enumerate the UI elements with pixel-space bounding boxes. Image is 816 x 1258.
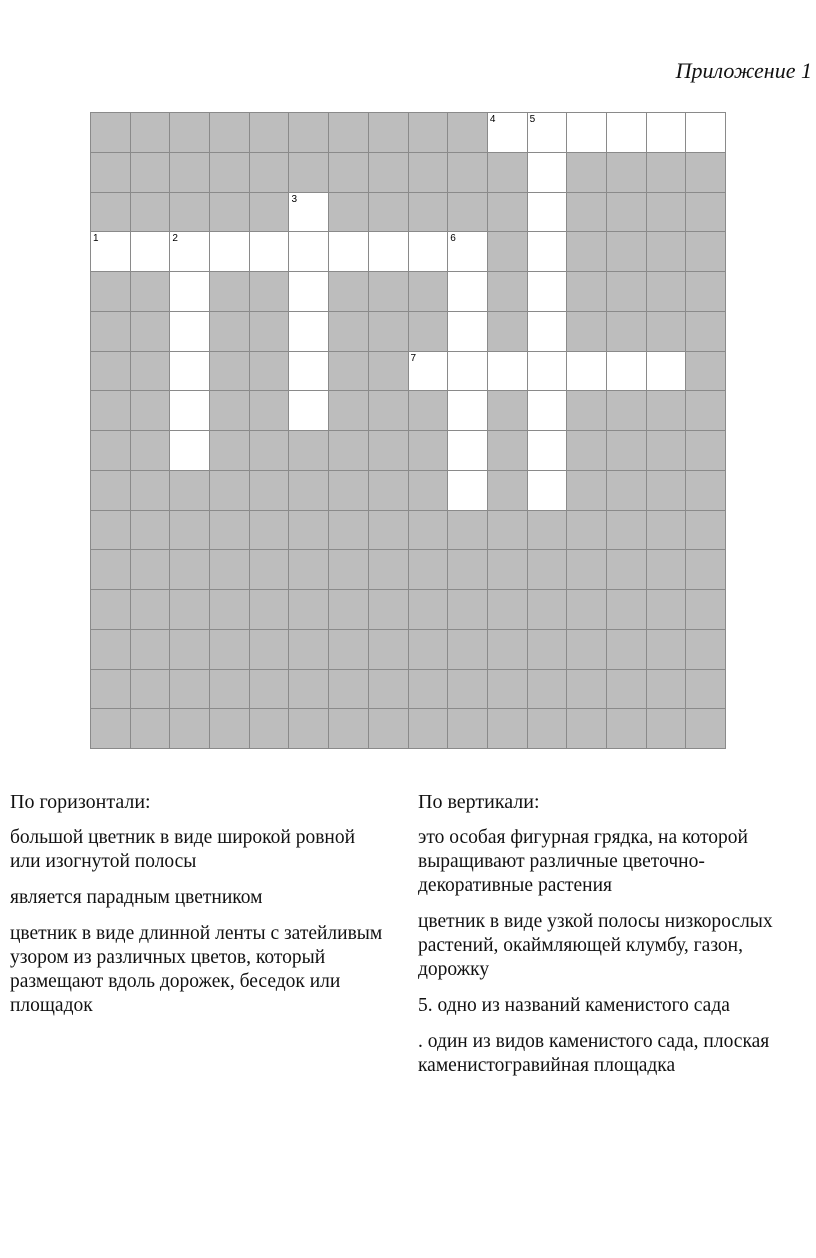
crossword-cell-blocked: [91, 193, 131, 233]
crossword-cell-blocked: [369, 431, 409, 471]
crossword-cell-blocked: [448, 511, 488, 551]
crossword-cell-blocked: [409, 670, 449, 710]
crossword-cell-blocked: [607, 312, 647, 352]
crossword-cell-open[interactable]: [210, 232, 250, 272]
crossword-cell-blocked: [210, 709, 250, 749]
crossword-cell-blocked: [686, 550, 726, 590]
crossword-cell-blocked: [647, 630, 687, 670]
crossword-cell-blocked: [409, 153, 449, 193]
crossword-cell-blocked: [91, 391, 131, 431]
crossword-cell-blocked: [686, 590, 726, 630]
clue-number: 2: [172, 233, 178, 245]
crossword-cell-blocked: [289, 471, 329, 511]
crossword-cell-open[interactable]: [131, 232, 171, 272]
crossword-cell-blocked: [409, 113, 449, 153]
crossword-cell-blocked: [409, 630, 449, 670]
crossword-cell-blocked: [567, 471, 607, 511]
crossword-cell-blocked: [567, 232, 607, 272]
crossword-cell-blocked: [686, 431, 726, 471]
crossword-cell-blocked: [289, 630, 329, 670]
crossword-cell-blocked: [369, 471, 409, 511]
crossword-cell-blocked: [488, 391, 528, 431]
crossword-cell-blocked: [607, 709, 647, 749]
crossword-cell-blocked: [686, 153, 726, 193]
crossword-cell-blocked: [250, 431, 290, 471]
crossword-cell-blocked: [131, 670, 171, 710]
crossword-cell-blocked: [409, 511, 449, 551]
crossword-cell-blocked: [409, 193, 449, 233]
across-clue: большой цветник в виде широкой ровной или изогнутой полосы: [10, 827, 356, 872]
crossword-cell-blocked: [528, 709, 568, 749]
crossword-cell-blocked: [409, 709, 449, 749]
crossword-cell-blocked: [567, 550, 607, 590]
crossword-cell-blocked: [409, 391, 449, 431]
crossword-cell-blocked: [567, 312, 607, 352]
crossword-cell-open[interactable]: [448, 352, 488, 392]
crossword-cell-blocked: [289, 709, 329, 749]
crossword-cell-blocked: [170, 670, 210, 710]
crossword-cell-blocked: [488, 471, 528, 511]
crossword-cell-blocked: [647, 471, 687, 511]
crossword-cell-blocked: [528, 511, 568, 551]
crossword-cell-blocked: [567, 630, 607, 670]
crossword-cell-blocked: [131, 113, 171, 153]
crossword-cell-blocked: [329, 391, 369, 431]
clue-number: 6: [450, 233, 456, 245]
appendix-label: Приложение 1: [675, 58, 812, 83]
crossword-cell-blocked: [91, 153, 131, 193]
crossword-cell-blocked: [369, 670, 409, 710]
crossword-cell-open[interactable]: [170, 352, 210, 392]
crossword-cell-open[interactable]: [607, 352, 647, 392]
crossword-cell-blocked: [250, 193, 290, 233]
crossword-cell-blocked: [488, 630, 528, 670]
crossword-cell-blocked: [528, 550, 568, 590]
crossword-cell-open[interactable]: [170, 232, 210, 272]
crossword-cell-blocked: [91, 511, 131, 551]
crossword-cell-blocked: [488, 590, 528, 630]
crossword-cell-blocked: [369, 550, 409, 590]
crossword-cell-blocked: [607, 232, 647, 272]
crossword-cell-blocked: [448, 550, 488, 590]
crossword-cell-blocked: [686, 471, 726, 511]
crossword-cell-open[interactable]: [528, 431, 568, 471]
crossword-cell-blocked: [289, 670, 329, 710]
crossword-cell-blocked: [567, 709, 607, 749]
crossword-cell-blocked: [131, 590, 171, 630]
crossword-cell-blocked: [210, 272, 250, 312]
crossword-cell-blocked: [250, 670, 290, 710]
crossword-cell-open[interactable]: [528, 232, 568, 272]
crossword-cell-blocked: [528, 630, 568, 670]
crossword-cell-blocked: [488, 232, 528, 272]
crossword-cell-blocked: [686, 312, 726, 352]
crossword-cell-blocked: [369, 272, 409, 312]
crossword-cell-blocked: [131, 352, 171, 392]
crossword-cell-blocked: [329, 312, 369, 352]
crossword-cell-blocked: [250, 630, 290, 670]
crossword-cell-blocked: [567, 511, 607, 551]
crossword-cell-open[interactable]: [528, 193, 568, 233]
crossword-cell-blocked: [289, 550, 329, 590]
crossword-cell-open[interactable]: [567, 352, 607, 392]
crossword-cell-blocked: [170, 511, 210, 551]
crossword-cell-open[interactable]: [289, 272, 329, 312]
crossword-cell-blocked: [686, 232, 726, 272]
crossword-cell-open[interactable]: [289, 193, 329, 233]
crossword-cell-open[interactable]: [567, 113, 607, 153]
crossword-cell-blocked: [289, 153, 329, 193]
crossword-cell-blocked: [329, 431, 369, 471]
crossword-cell-blocked: [329, 630, 369, 670]
crossword-cell-blocked: [91, 431, 131, 471]
crossword-cell-blocked: [409, 431, 449, 471]
crossword-cell-blocked: [329, 272, 369, 312]
crossword-cell-blocked: [289, 431, 329, 471]
crossword-cell-blocked: [170, 113, 210, 153]
crossword-cell-blocked: [647, 670, 687, 710]
crossword-cell-blocked: [250, 511, 290, 551]
crossword-cell-blocked: [170, 709, 210, 749]
crossword-cell-blocked: [329, 550, 369, 590]
crossword-cell-blocked: [91, 630, 131, 670]
crossword-cell-blocked: [329, 193, 369, 233]
crossword-cell-blocked: [647, 511, 687, 551]
crossword-cell-blocked: [170, 590, 210, 630]
crossword-cell-blocked: [686, 670, 726, 710]
crossword-cell-blocked: [131, 153, 171, 193]
crossword-cell-blocked: [448, 670, 488, 710]
crossword-cell-open[interactable]: [448, 312, 488, 352]
crossword-cell-blocked: [488, 431, 528, 471]
crossword-cell-open[interactable]: [448, 471, 488, 511]
crossword-cell-blocked: [448, 630, 488, 670]
crossword-cell-blocked: [647, 391, 687, 431]
across-clue: цветник в виде длинной ленты с затейливым узором из различных цветов, который размещают вдоль дорожек, беседок или площадок: [10, 923, 383, 1016]
crossword-cell-blocked: [409, 312, 449, 352]
crossword-cell-blocked: [448, 193, 488, 233]
crossword-cell-blocked: [91, 550, 131, 590]
crossword-cell-blocked: [528, 670, 568, 710]
crossword-cell-blocked: [686, 193, 726, 233]
crossword-cell-blocked: [210, 193, 250, 233]
crossword-cell-blocked: [448, 113, 488, 153]
crossword-cell-blocked: [210, 590, 250, 630]
crossword-cell-blocked: [567, 391, 607, 431]
crossword-cell-blocked: [170, 471, 210, 511]
crossword-cell-blocked: [210, 153, 250, 193]
down-clue: 5. одно из названий каменистого сада: [418, 995, 730, 1016]
crossword-cell-blocked: [329, 670, 369, 710]
crossword-cell-blocked: [647, 431, 687, 471]
crossword-cell-blocked: [91, 670, 131, 710]
crossword-cell-open[interactable]: [91, 232, 131, 272]
crossword-cell-blocked: [329, 590, 369, 630]
crossword-cell-blocked: [210, 391, 250, 431]
crossword-cell-blocked: [131, 272, 171, 312]
crossword-cell-blocked: [607, 550, 647, 590]
crossword-cell-blocked: [250, 113, 290, 153]
crossword-cell-blocked: [131, 312, 171, 352]
crossword-cell-blocked: [170, 153, 210, 193]
crossword-cell-open[interactable]: [528, 272, 568, 312]
crossword-cell-blocked: [488, 312, 528, 352]
crossword-cell-blocked: [409, 550, 449, 590]
crossword-cell-blocked: [131, 193, 171, 233]
crossword-cell-blocked: [329, 352, 369, 392]
crossword-cell-blocked: [647, 232, 687, 272]
crossword-cell-blocked: [250, 153, 290, 193]
crossword-cell-blocked: [567, 272, 607, 312]
crossword-cell-open[interactable]: [528, 153, 568, 193]
crossword-cell-blocked: [91, 590, 131, 630]
crossword-cell-blocked: [686, 511, 726, 551]
across-clue: является парадным цветником: [10, 887, 263, 908]
crossword-cell-blocked: [567, 153, 607, 193]
crossword-cell-blocked: [686, 272, 726, 312]
crossword-cell-blocked: [250, 391, 290, 431]
crossword-cell-blocked: [210, 550, 250, 590]
crossword-cell-blocked: [210, 431, 250, 471]
crossword-cell-blocked: [409, 471, 449, 511]
crossword-cell-open[interactable]: [250, 232, 290, 272]
crossword-cell-blocked: [250, 471, 290, 511]
crossword-cell-blocked: [409, 590, 449, 630]
crossword-cell-open[interactable]: [170, 272, 210, 312]
clue-number: 7: [410, 352, 417, 364]
crossword-cell-blocked: [448, 590, 488, 630]
crossword-cell-blocked: [91, 471, 131, 511]
down-clues: [418, 790, 808, 1090]
crossword-cell-blocked: [488, 272, 528, 312]
crossword-cell-blocked: [369, 312, 409, 352]
crossword-cell-blocked: [647, 709, 687, 749]
crossword-cell-blocked: [647, 312, 687, 352]
crossword-cell-open[interactable]: [647, 352, 687, 392]
crossword-cell-blocked: [131, 630, 171, 670]
crossword-cell-blocked: [289, 113, 329, 153]
crossword-cell-blocked: [488, 709, 528, 749]
crossword-cell-blocked: [369, 153, 409, 193]
down-clue: это особая фигурная грядка, на которой выращивают различные цветочно-декоративные растения: [418, 827, 748, 896]
crossword-cell-blocked: [170, 630, 210, 670]
crossword-cell-open[interactable]: [528, 352, 568, 392]
crossword-cell-blocked: [607, 630, 647, 670]
crossword-cell-blocked: [250, 312, 290, 352]
crossword-cell-blocked: [647, 193, 687, 233]
crossword-cell-open[interactable]: [448, 431, 488, 471]
crossword-cell-blocked: [488, 193, 528, 233]
crossword-cell-blocked: [369, 511, 409, 551]
crossword-cell-blocked: [686, 630, 726, 670]
crossword-cell-open[interactable]: [409, 352, 449, 392]
crossword-cell-blocked: [131, 431, 171, 471]
crossword-grid: [90, 112, 726, 749]
crossword-cell-blocked: [686, 391, 726, 431]
crossword-cell-blocked: [647, 550, 687, 590]
crossword-cell-blocked: [210, 630, 250, 670]
crossword-cell-open[interactable]: [329, 232, 369, 272]
crossword-cell-open[interactable]: [528, 113, 568, 153]
crossword-cell-blocked: [210, 471, 250, 511]
crossword-cell-blocked: [607, 431, 647, 471]
crossword-cell-blocked: [647, 272, 687, 312]
crossword-cell-blocked: [607, 511, 647, 551]
crossword-cell-blocked: [329, 709, 369, 749]
crossword-cell-blocked: [170, 193, 210, 233]
clue-number: 3: [291, 193, 297, 205]
crossword-cell-open[interactable]: [607, 113, 647, 153]
clue-number: 5: [529, 114, 536, 125]
crossword-cell-open[interactable]: [448, 272, 488, 312]
crossword-cell-blocked: [210, 312, 250, 352]
crossword-cell-blocked: [91, 272, 131, 312]
crossword-cell-blocked: [686, 352, 726, 392]
crossword-cell-blocked: [91, 352, 131, 392]
crossword-cell-blocked: [131, 511, 171, 551]
crossword-cell-open[interactable]: [488, 113, 528, 153]
crossword-cell-blocked: [607, 391, 647, 431]
crossword-cell-blocked: [686, 709, 726, 749]
down-clue: . один из видов каменистого сада, плоская каменистогравийная площадка: [418, 1031, 770, 1076]
clue-number: 4: [489, 114, 496, 125]
crossword-cell-blocked: [488, 550, 528, 590]
clue-number: 1: [93, 233, 99, 245]
crossword-cell-open[interactable]: [448, 232, 488, 272]
crossword-cell-blocked: [329, 153, 369, 193]
crossword-cell-blocked: [409, 272, 449, 312]
crossword-cell-blocked: [250, 272, 290, 312]
crossword-cell-open[interactable]: [170, 431, 210, 471]
crossword-cell-open[interactable]: [528, 471, 568, 511]
crossword-cell-blocked: [289, 511, 329, 551]
down-clue: цветник в виде узкой полосы низкорослых растений, окаймляющей клумбу, газон, дорожку: [418, 911, 773, 980]
crossword-cell-blocked: [131, 550, 171, 590]
crossword-cell-blocked: [250, 590, 290, 630]
crossword-cell-open[interactable]: [488, 352, 528, 392]
across-clues: [10, 790, 390, 1030]
crossword-cell-blocked: [607, 272, 647, 312]
crossword-cell-blocked: [250, 709, 290, 749]
crossword-cell-blocked: [488, 670, 528, 710]
crossword-cell-open[interactable]: [289, 312, 329, 352]
crossword-cell-blocked: [607, 153, 647, 193]
crossword-cell-blocked: [250, 352, 290, 392]
crossword-cell-blocked: [647, 590, 687, 630]
crossword-cell-blocked: [329, 113, 369, 153]
crossword-cell-open[interactable]: [369, 232, 409, 272]
crossword-cell-open[interactable]: [686, 113, 726, 153]
crossword-cell-blocked: [91, 113, 131, 153]
crossword-cell-open[interactable]: [289, 391, 329, 431]
crossword-cell-open[interactable]: [647, 113, 687, 153]
crossword-cell-open[interactable]: [289, 352, 329, 392]
crossword-cell-blocked: [369, 113, 409, 153]
crossword-cell-blocked: [488, 511, 528, 551]
crossword-cell-open[interactable]: [528, 391, 568, 431]
crossword-cell-blocked: [329, 471, 369, 511]
crossword-cell-blocked: [488, 153, 528, 193]
crossword-cell-open[interactable]: [409, 232, 449, 272]
crossword-cell-blocked: [131, 709, 171, 749]
crossword-cell-blocked: [210, 511, 250, 551]
crossword-cell-blocked: [567, 431, 607, 471]
crossword-cell-blocked: [607, 471, 647, 511]
crossword-cell-blocked: [369, 590, 409, 630]
crossword-cell-blocked: [607, 193, 647, 233]
crossword-cell-blocked: [607, 670, 647, 710]
crossword-cell-blocked: [369, 709, 409, 749]
crossword-cell-open[interactable]: [170, 312, 210, 352]
crossword-cell-blocked: [369, 352, 409, 392]
crossword-cell-blocked: [567, 670, 607, 710]
crossword-cell-blocked: [448, 153, 488, 193]
crossword-cell-blocked: [329, 511, 369, 551]
crossword-cell-open[interactable]: [528, 312, 568, 352]
crossword-cell-blocked: [607, 590, 647, 630]
down-heading: По вертикали:: [418, 791, 540, 813]
crossword-cell-blocked: [131, 471, 171, 511]
crossword-cell-blocked: [250, 550, 290, 590]
crossword-cell-blocked: [647, 153, 687, 193]
crossword-cell-blocked: [369, 193, 409, 233]
crossword-cell-blocked: [210, 352, 250, 392]
across-heading: По горизонтали:: [10, 791, 151, 813]
crossword-cell-blocked: [131, 391, 171, 431]
crossword-cell-blocked: [567, 193, 607, 233]
crossword-cell-blocked: [289, 590, 329, 630]
crossword-cell-blocked: [210, 670, 250, 710]
crossword-cell-open[interactable]: [289, 232, 329, 272]
crossword-cell-blocked: [369, 391, 409, 431]
crossword-cell-blocked: [369, 630, 409, 670]
crossword-cell-blocked: [91, 709, 131, 749]
crossword-cell-blocked: [170, 550, 210, 590]
crossword-cell-blocked: [448, 709, 488, 749]
crossword-cell-blocked: [210, 113, 250, 153]
crossword-cell-open[interactable]: [170, 391, 210, 431]
crossword-cell-blocked: [528, 590, 568, 630]
crossword-cell-blocked: [91, 312, 131, 352]
crossword-cell-open[interactable]: [448, 391, 488, 431]
crossword-cell-blocked: [567, 590, 607, 630]
